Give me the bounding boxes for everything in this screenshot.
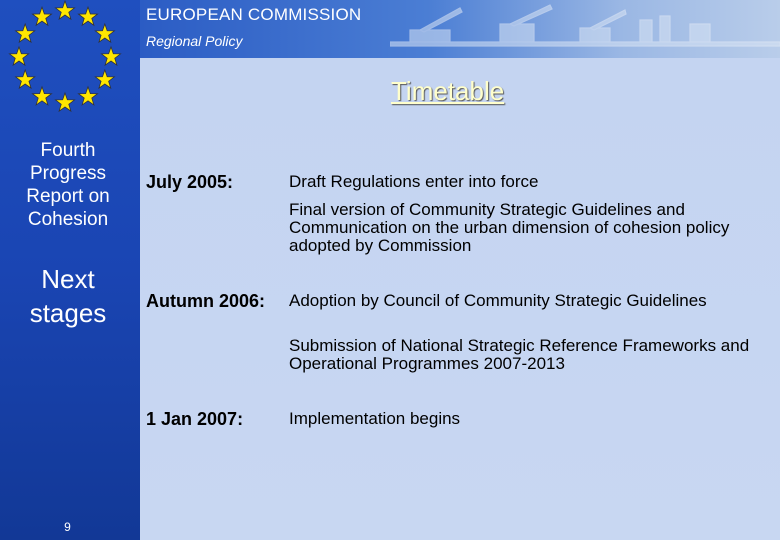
eu-flag-stars-icon (0, 0, 130, 120)
eu-star-icon (55, 1, 74, 19)
eu-star-icon (78, 87, 97, 105)
timetable-date: July 2005: (146, 172, 234, 192)
timetable-item: Implementation begins (289, 409, 461, 428)
timetable-date: Autumn 2006: (146, 291, 266, 311)
timetable-item: Submission of National Strategic Reference Frameworks and Operational Programmes 2007-2013 (289, 336, 750, 373)
organization-name: EUROPEAN COMMISSION (146, 5, 362, 24)
page-number: 9 (64, 520, 71, 534)
eu-star-icon (101, 47, 120, 65)
timetable-item: Final version of Community Strategic Guidelines and Communication on the urban dimension of cohesion policy adopted by Commission (289, 200, 730, 255)
harbor-cranes-image (390, 0, 780, 58)
eu-star-icon (32, 87, 51, 105)
header-band (140, 0, 780, 58)
page-title: Timetable (391, 76, 505, 106)
eu-star-icon (9, 47, 28, 65)
eu-star-icon (55, 93, 74, 111)
eu-star-icon (95, 24, 114, 42)
eu-star-icon (95, 70, 114, 88)
sidebar-title: Fourth Progress Report on Cohesion (26, 140, 110, 230)
timetable-date: 1 Jan 2007: (146, 409, 244, 429)
sidebar-subtitle: Next stages (29, 264, 107, 328)
timetable-item: Draft Regulations enter into force (289, 172, 539, 191)
sidebar-panel (0, 0, 140, 540)
eu-star-icon (16, 24, 35, 42)
eu-star-icon (78, 7, 97, 25)
department-name: Regional Policy (146, 33, 243, 49)
timetable-item: Adoption by Council of Community Strategic Guidelines (289, 291, 707, 310)
eu-star-icon (16, 70, 35, 88)
eu-star-icon (32, 7, 51, 25)
